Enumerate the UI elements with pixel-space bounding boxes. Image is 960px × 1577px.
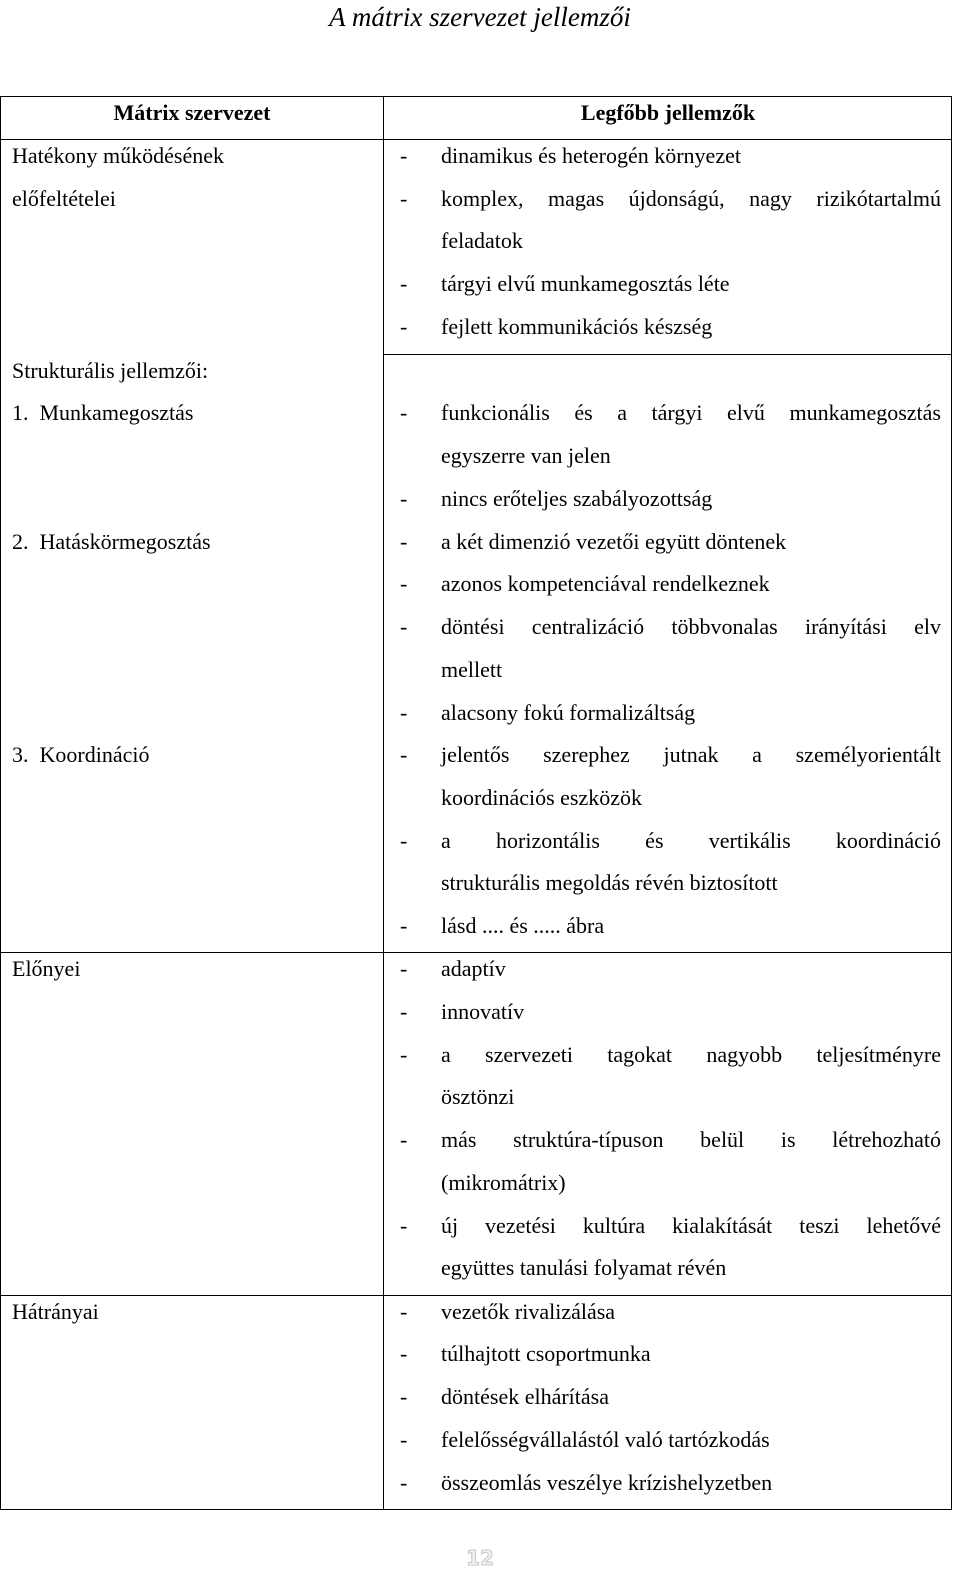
- bullet-dash: -: [400, 1384, 408, 1409]
- matrix-table: [0, 96, 952, 1510]
- bullet-dash: -: [400, 314, 408, 339]
- list-item: új vezetési kultúra kialakítását teszi lehetővé: [441, 1213, 941, 1238]
- row-divider: [1, 1295, 951, 1296]
- bullet-dash: -: [400, 1341, 408, 1366]
- list-item: együttes tanulási folyamat révén: [441, 1255, 727, 1280]
- label-munkamegosztas: 1. Munkamegosztás: [12, 400, 194, 425]
- list-item: ösztönzi: [441, 1084, 515, 1109]
- label-structural: Strukturális jellemzői:: [12, 358, 209, 383]
- label-elonyei: Előnyei: [12, 956, 81, 981]
- list-item: más struktúra-típuson belül is létrehozható: [441, 1127, 941, 1152]
- bullet-dash: -: [400, 400, 408, 425]
- label-prerequisites-1: Hatékony működésének: [12, 143, 224, 168]
- page-title: A mátrix szervezet jellemzői: [329, 2, 631, 32]
- label-hatranyai: Hátrányai: [12, 1299, 99, 1324]
- bullet-dash: -: [400, 1042, 408, 1067]
- list-item: feladatok: [441, 228, 523, 253]
- bullet-dash: -: [400, 614, 408, 639]
- bullet-dash: -: [400, 186, 408, 211]
- row-divider: [1, 952, 951, 953]
- label-prerequisites-2: előfeltételei: [12, 186, 116, 211]
- list-item: azonos kompetenciával rendelkeznek: [441, 571, 770, 596]
- list-item: jelentős szerephez jutnak a személyorientált: [441, 742, 941, 767]
- list-item: vezetők rivalizálása: [441, 1299, 616, 1324]
- list-item: (mikromátrix): [441, 1170, 566, 1195]
- bullet-dash: -: [400, 1299, 408, 1324]
- list-item: a szervezeti tagokat nagyobb teljesítményre: [441, 1042, 941, 1067]
- list-item: alacsony fokú formalizáltság: [441, 700, 696, 725]
- header-divider: [1, 139, 951, 140]
- label-hataskormegosztas: 2. Hatáskörmegosztás: [12, 529, 211, 554]
- column-divider: [383, 97, 384, 1509]
- list-item: egyszerre van jelen: [441, 443, 611, 468]
- bullet-dash: -: [400, 1127, 408, 1152]
- bullet-dash: -: [400, 700, 408, 725]
- bullet-dash: -: [400, 271, 408, 296]
- list-item: felelősségvállalástól való tartózkodás: [441, 1427, 770, 1452]
- list-item: összeomlás veszélye krízishelyzetben: [441, 1470, 773, 1495]
- row-divider: [383, 354, 951, 355]
- bullet-dash: -: [400, 1470, 408, 1495]
- list-item: túlhajtott csoportmunka: [441, 1341, 651, 1366]
- list-item: döntési centralizáció többvonalas irányítási elv: [441, 614, 941, 639]
- list-item: a két dimenzió vezetői együtt döntenek: [441, 529, 787, 554]
- list-item: dinamikus és heterogén környezet: [441, 143, 741, 168]
- list-item: innovatív: [441, 999, 525, 1024]
- list-item: adaptív: [441, 956, 506, 981]
- list-item: tárgyi elvű munkamegosztás léte: [441, 271, 730, 296]
- list-item: strukturális megoldás révén biztosított: [441, 870, 778, 895]
- bullet-dash: -: [400, 571, 408, 596]
- label-koordinacio: 3. Koordináció: [12, 742, 150, 767]
- list-item: komplex, magas újdonságú, nagy rizikótartalmú: [441, 186, 941, 211]
- bullet-dash: -: [400, 999, 408, 1024]
- header-matrix: Mátrix szervezet: [113, 100, 271, 125]
- bullet-dash: -: [400, 913, 408, 938]
- bullet-dash: -: [400, 956, 408, 981]
- list-item: döntések elhárítása: [441, 1384, 609, 1409]
- bullet-dash: -: [400, 529, 408, 554]
- bullet-dash: -: [400, 742, 408, 767]
- bullet-dash: -: [400, 143, 408, 168]
- list-item: fejlett kommunikációs készség: [441, 314, 713, 339]
- page-number: 12: [466, 1546, 494, 1570]
- list-item: a horizontális és vertikális koordináció: [441, 828, 941, 853]
- bullet-dash: -: [400, 1427, 408, 1452]
- list-item: mellett: [441, 657, 503, 682]
- list-item: funkcionális és a tárgyi elvű munkamegosztás: [441, 400, 941, 425]
- bullet-dash: -: [400, 1213, 408, 1238]
- list-item: lásd .... és ..... ábra: [441, 913, 605, 938]
- list-item: koordinációs eszközök: [441, 785, 642, 810]
- bullet-dash: -: [400, 828, 408, 853]
- bullet-dash: -: [400, 486, 408, 511]
- header-characteristics: Legfőbb jellemzők: [580, 100, 756, 125]
- list-item: nincs erőteljes szabályozottság: [441, 486, 713, 511]
